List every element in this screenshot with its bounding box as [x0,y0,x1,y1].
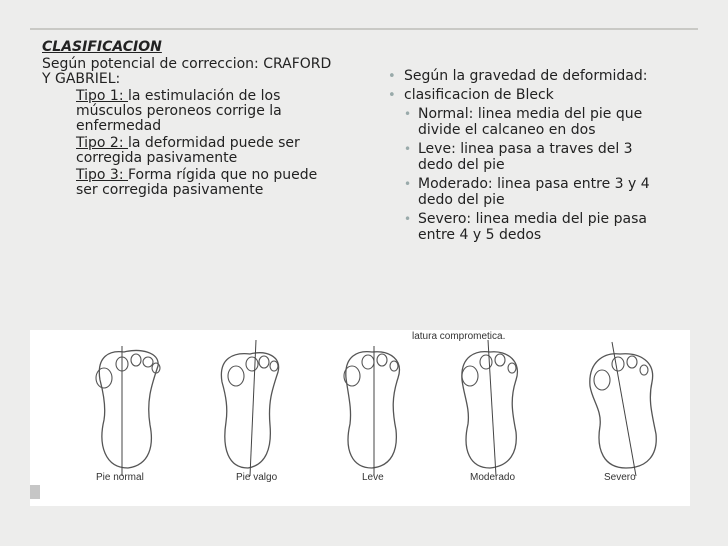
type-1-text-1: la estimulación de los [128,88,281,104]
sub-item-normal-line2: divide el calcaneo en dos [418,122,596,138]
type-3-text-1: Forma rígida que no puede [128,167,318,183]
sub-item-moderado-line1: Moderado: linea pasa entre 3 y 4 [418,176,650,192]
bullet-bleck-text: clasificacion de Bleck [404,87,554,103]
sub-item-leve-line2: dedo del pie [418,157,505,173]
caption-severo: Severo [604,472,636,483]
type-3-label: Tipo 3: [76,167,128,183]
type-2-text-1: la deformidad puede ser [128,135,300,151]
caption-pie-valgo: Pie valgo [236,472,278,483]
sub-item-normal-line1: Normal: linea media del pie que [418,106,643,122]
slide-heading: CLASIFICACION [42,39,162,55]
caption-pie-normal: Pie normal [96,472,144,483]
caption-moderado: Moderado [470,472,516,483]
sub-item-severo-line2: entre 4 y 5 dedos [418,227,542,243]
bullet-icon: • [404,107,412,121]
bullet-icon: • [404,142,412,156]
intro-line-2: Y GABRIEL: [42,71,121,87]
type-1-text-3: enfermedad [76,118,162,134]
sub-item-severo-line1: Severo: linea media del pie pasa [418,211,647,227]
figure-top-text: latura comprometica. [412,331,506,342]
type-2-label: Tipo 2: [76,135,128,151]
bullet-gravedad-text: Según la gravedad de deformidad: [404,68,648,84]
bullet-icon: • [388,88,396,103]
sub-item-leve-line1: Leve: linea pasa a traves del 3 [418,141,633,157]
caption-leve: Leve [362,472,384,483]
sub-item-moderado-line2: dedo del pie [418,192,505,208]
bullet-icon: • [404,212,412,226]
scan-artifact [30,485,40,499]
type-2-text-2: corregida pasivamente [76,150,238,166]
type-1-label: Tipo 1: [76,88,128,104]
type-3-text-2: ser corregida pasivamente [76,182,264,198]
intro-line-1: Según potencial de correccion: CRAFORD [42,56,332,72]
type-1-text-2: músculos peroneos corrige la [76,103,282,119]
bullet-icon: • [388,69,396,84]
bullet-icon: • [404,177,412,191]
